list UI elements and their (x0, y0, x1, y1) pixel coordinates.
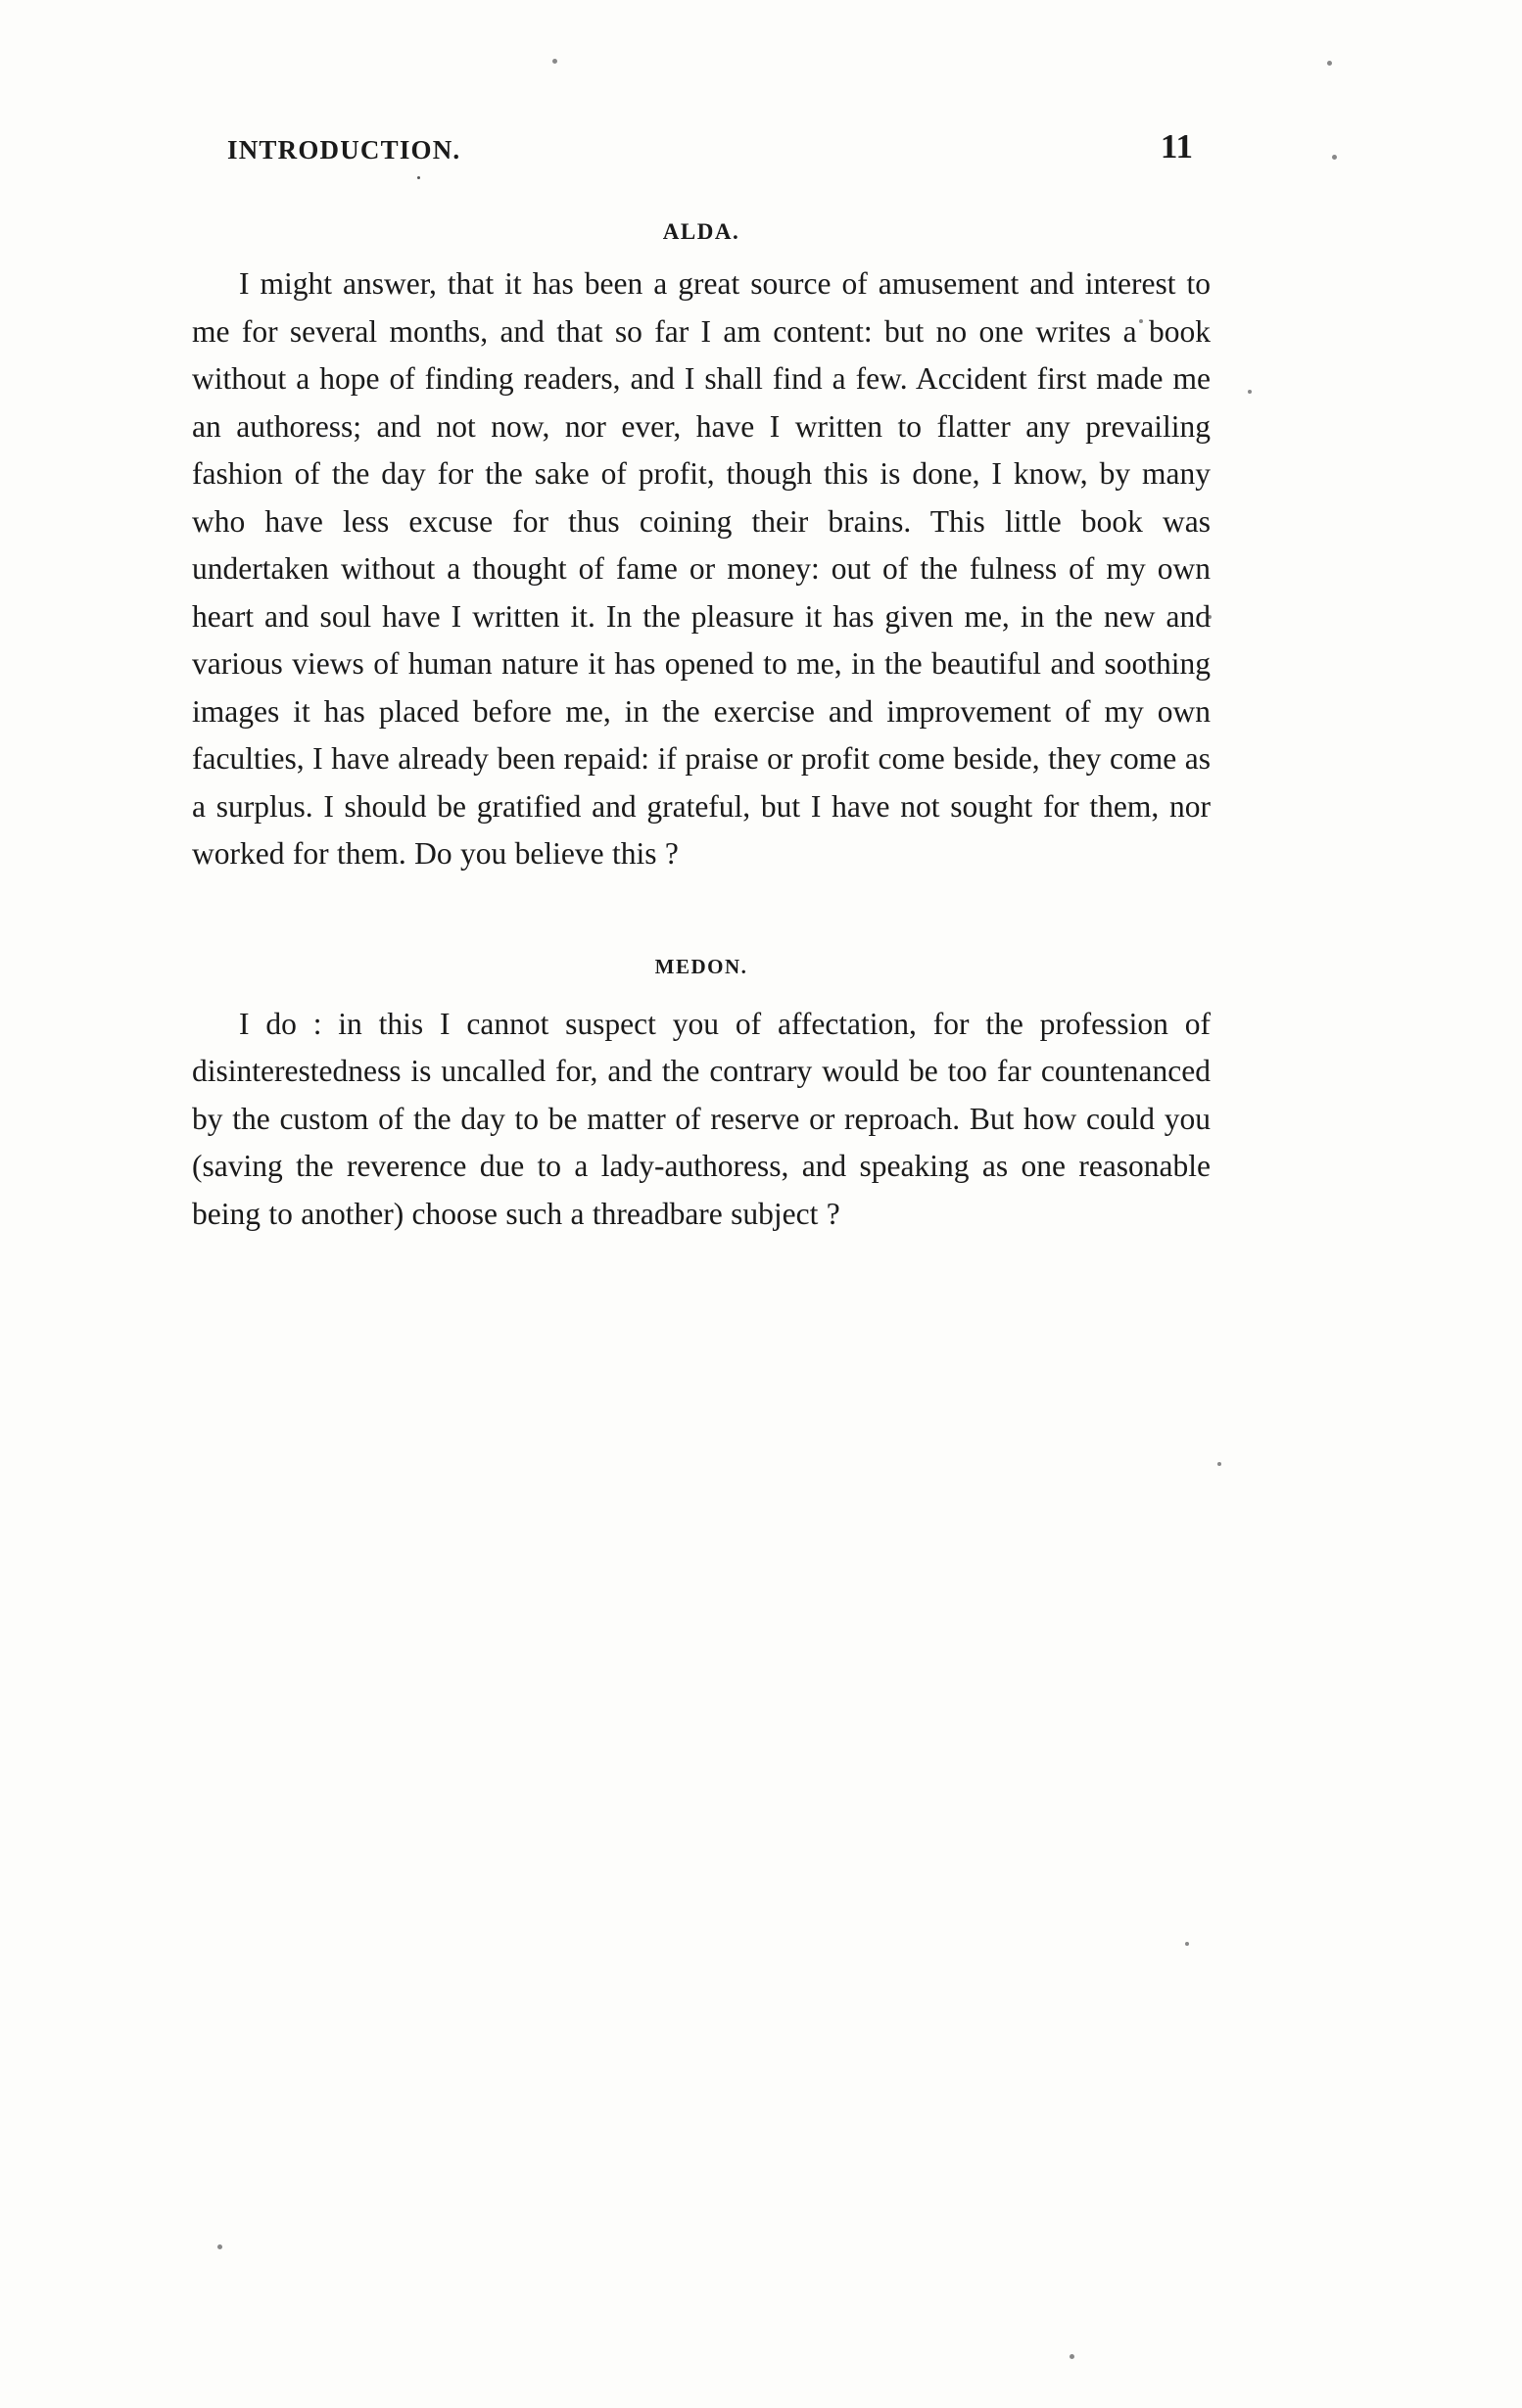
page-content (192, 127, 1211, 1238)
paper-speck (1185, 1942, 1189, 1946)
page-number: 11 (1160, 127, 1193, 165)
paper-speck (1327, 61, 1332, 66)
running-head (192, 127, 1211, 186)
paper-speck (1217, 1462, 1221, 1466)
ink-dot (417, 176, 420, 179)
paper-speck (1248, 390, 1252, 394)
running-head-title: INTRODUCTION. (227, 135, 461, 165)
speech-paragraph-medon: I do : in this I cannot suspect you of affectation, for the profession of disinterestedness is uncalled for, and the contrary would be too far countenanced by the custom of the day to be matter of reserve or reproach. But how could you (saving the reverence due to a lady-authoress, and speaking as one reasonable being to another) choose such a threadbare subject ? (192, 1006, 1211, 1231)
speech-paragraph-alda: I might answer, that it has been a great source of amusement and interest to me for several months, and that so far I am content: but no one writes a book without a hope of finding readers, and I shall find a few. Accident first made me an authoress; and not now, nor ever, have I written to flatter any prevailing fashion of the day for the sake of profit, though this is done, I know, by many who have less excuse for thus coining their brains. This little book was undertaken without a thought of fame or money: out of the fulness of my own heart and soul have I written it. In the pleasure it has given me, in the new and various views of human nature it has opened to me, in the beautiful and soothing images it has placed before me, in the exercise and improvement of my own faculties, I have already been repaid: if praise or profit come beside, they come as a surplus. I should be gratified and grateful, but I have not sought for them, nor worked for them. Do you believe this ? (192, 266, 1211, 871)
speaker-label-medon: MEDON. (654, 954, 748, 978)
paper-speck (552, 59, 557, 64)
paper-speck (217, 2244, 222, 2249)
paper-speck (1070, 2354, 1074, 2359)
paper-speck (1332, 155, 1337, 160)
speaker-label-alda: ALDA. (662, 219, 740, 244)
